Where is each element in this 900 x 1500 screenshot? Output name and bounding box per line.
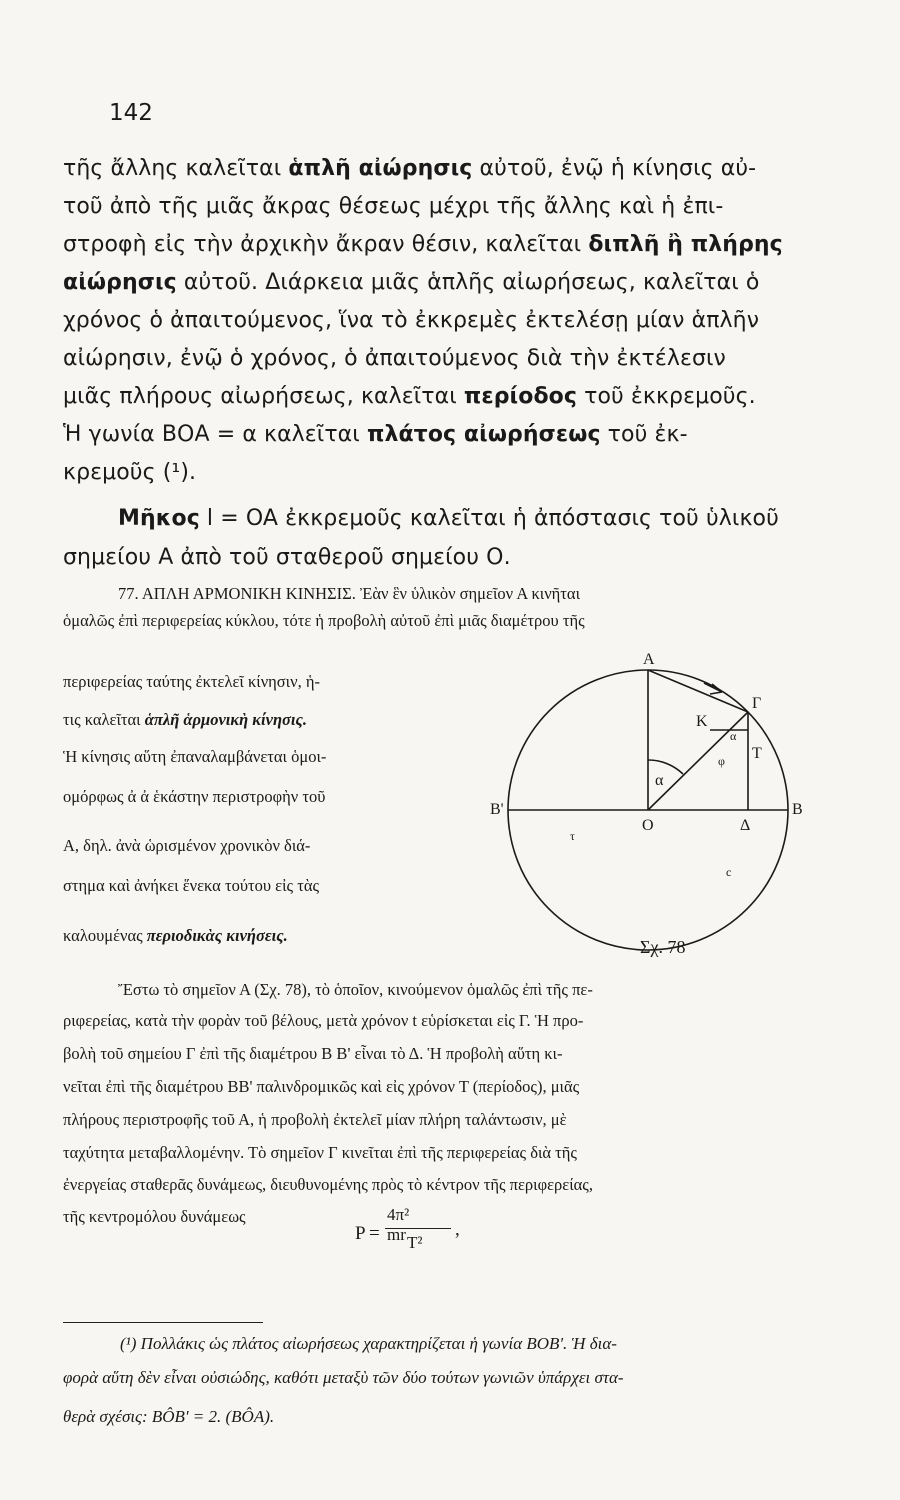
text-line: βολὴ τοῦ σημείου Γ ἐπὶ τῆς διαμέτρου Β Β' εἶναι τὸ Δ. Ἡ προβολὴ αὕτη κι- [63,1044,563,1063]
text-line: ἐνεργείας σταθερᾶς δυνάμεως, διευθυνομένης πρὸς τὸ κέντρον τῆς περιφερείας, [63,1175,593,1194]
label-o: Ο [642,817,654,834]
text-line: τῆς ἄλλης καλεῖται ἁπλῆ αἰώρησις αὐτοῦ, ἐνῷ ἡ κίνησις αὐ- [63,156,757,181]
text-line: στροφὴ εἰς τὴν ἀρχικὴν ἄκραν θέσιν, καλεῖται διπλῆ ἢ πλήρης [63,232,783,257]
left-col-line: Α, δηλ. ἀνὰ ὡρισμένον χρονικὸν διά- [63,836,311,855]
footnote-rule [63,1322,263,1323]
label-k: Κ [696,713,708,730]
figure-caption: Σχ. 78 [640,937,686,957]
text-line: ταχύτητα μεταβαλλομένην. Τὸ σημεῖον Γ κινεῖται ἐπὶ τῆς περιφερείας διὰ τῆς [63,1143,577,1162]
section-heading-line: 77. ΑΠΛΗ ΑΡΜΟΝΙΚΗ ΚΙΝΗΣΙΣ. Ἐὰν ἓν ὑλικὸν σημεῖον Α κινῆται [118,584,581,603]
label-b: Β [792,801,803,818]
text-line: τῆς κεντρομόλου δυνάμεως [63,1207,246,1226]
motion-arrow [704,683,722,694]
chord-ag [648,670,748,712]
label-a: Α [643,651,655,668]
footnote-line: θερὰ σχέσις: ΒÔΒ' = 2. (ΒÔΑ). [63,1407,275,1426]
text-line: αἰώρησιν, ἐνῷ ὁ χρόνος, ὁ ἀπαιτούμενος διὰ τὴν ἐκτέλεσιν [63,346,726,371]
figure-78 [490,650,820,970]
text-line: μιᾶς πλήρους αἰωρήσεως, καλεῖται περίοδος τοῦ ἐκκρεμοῦς. [63,384,756,409]
left-col-line: στημα καὶ ἀνήκει ἕνεκα τούτου εἰς τὰς [63,876,320,895]
text-line: τοῦ ἀπὸ τῆς μιᾶς ἄκρας θέσεως μέχρι τῆς ἄλλης καὶ ἡ ἐπι- [63,194,724,219]
label-t: Τ [752,745,762,762]
label-alpha: α [655,772,664,789]
left-col-line: ομόρφως ἀ ἀ ἑκάστην περιστροφὴν τοῦ [63,787,326,806]
text-line: Ἡ γωνία ΒΟΑ = α καλεῖται πλάτος αἰωρήσεως τοῦ ἐκ- [63,422,688,447]
text-line: ὁμαλῶς ἐπὶ περιφερείας κύκλου, τότε ἡ προβολὴ αὐτοῦ ἐπὶ μιᾶς διαμέτρου τῆς [63,611,585,630]
text-line: Ἔστω τὸ σημεῖον Α (Σχ. 78), τὸ ὁποῖον, κινούμενον ὁμαλῶς ἐπὶ τῆς πε- [118,980,593,999]
footnote-line: φορὰ αὕτη δὲν εἶναι οὐσιώδης, καθότι μεταξὺ τῶν δύο τούτων γωνιῶν ὑπάρχει στα- [63,1368,624,1387]
text-line: κρεμοῦς (¹). [63,460,197,485]
label-b-prime: Β' [490,801,504,818]
left-col-line: περιφερείας ταύτης ἐκτελεῖ κίνησιν, ἡ- [63,672,320,691]
label-g: Γ [752,695,762,712]
text-line: χρόνος ὁ ἀπαιτούμενος, ἵνα τὸ ἐκκρεμὲς ἐκτελέσῃ μίαν ἁπλῆν [63,308,760,333]
page-number: 142 [109,100,153,126]
label-alpha-small: α [730,729,737,743]
text-line: Μῆκος l = OA ἐκκρεμοῦς καλεῖται ἡ ἀπόστασις τοῦ ὑλικοῦ [118,506,779,531]
label-phi: φ [718,754,725,768]
text-line: αἰώρησις αὐτοῦ. Διάρκεια μιᾶς ἁπλῆς αἰωρήσεως, καλεῖται ὁ [63,270,760,295]
text-line: νεῖται ἐπὶ τῆς διαμέτρου ΒΒ' παλινδρομικῶς καὶ εἰς χρόνον Τ (περίοδος), μιᾶς [63,1077,580,1096]
left-col-line: καλουμένας περιοδικὰς κινήσεις. [63,926,288,945]
angle-arc [648,760,683,774]
left-col-line: τις καλεῖται ἁπλῆ ἁρμονικὴ κίνησις. [63,710,307,729]
left-col-line: Ἡ κίνησις αὕτη ἐπαναλαμβάνεται ὁμοι- [63,747,327,766]
label-d: Δ [740,817,751,834]
footnote-line: (¹) Πολλάκις ὡς πλάτος αἰωρήσεως χαρακτηρίζεται ἡ γωνία ΒΟΒ'. Ἡ δια- [120,1334,617,1353]
label-c: c [726,865,732,879]
text-line: σημείου Α ἀπὸ τοῦ σταθεροῦ σημείου Ο. [63,545,511,570]
text-line: πλήρους περιστροφῆς τοῦ Α, ἡ προβολὴ ἐκτελεῖ μίαν πλήρη ταλάντωσιν, μὲ [63,1110,567,1129]
label-t-small: τ [570,829,575,843]
text-line: ριφερείας, κατὰ τὴν φορὰν τοῦ βέλους, μετὰ χρόνον t εὑρίσκεται εἰς Γ. Ἡ προ- [63,1011,584,1030]
